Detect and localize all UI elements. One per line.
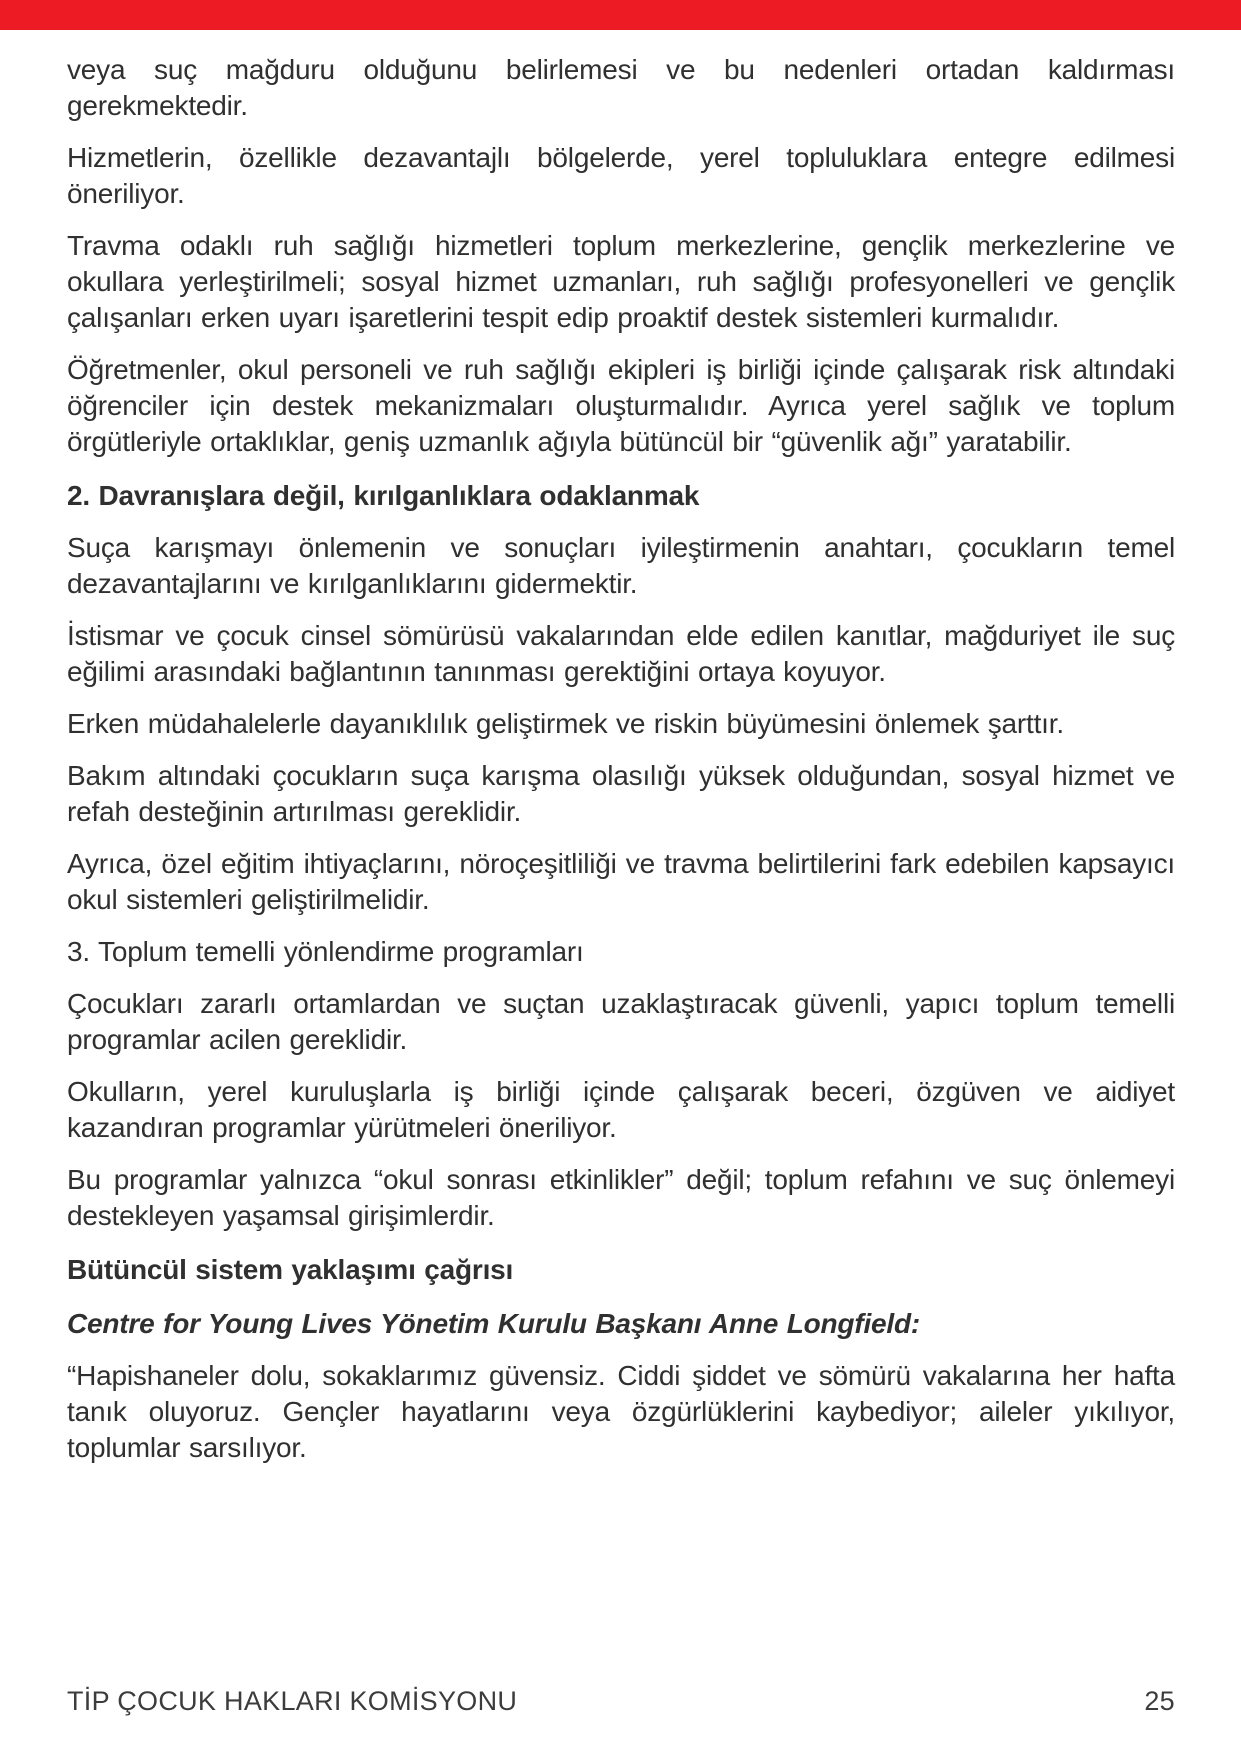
paragraph: Hizmetlerin, özellikle dezavantajlı bölgelerde, yerel topluluklara entegre edilmesi öneriliyor. — [67, 142, 1175, 209]
section-heading: Bütüncül sistem yaklaşımı çağrısı — [67, 1254, 514, 1285]
paragraph: Bakım altındaki çocukların suça karışma olasılığı yüksek olduğundan, sosyal hizmet ve refah desteğinin artırılması gereklidir. — [67, 760, 1175, 827]
paragraph: 3. Toplum temelli yönlendirme programları — [67, 936, 584, 967]
paragraph: Okulların, yerel kuruluşlarla iş birliği içinde çalışarak beceri, özgüven ve aidiyet kazandıran programlar yürütmeleri öneriliyor. — [67, 1076, 1175, 1143]
paragraph: Suça karışmayı önlemenin ve sonuçları iyileştirmenin anahtarı, çocukların temel dezavantajlarını ve kırılganlıklarını gidermektir. — [67, 532, 1175, 599]
page-header-bar — [0, 0, 1241, 30]
page-content — [67, 52, 1175, 1482]
page-number: 25 — [1144, 1686, 1175, 1716]
section-heading: Centre for Young Lives Yönetim Kurulu Başkanı Anne Longfield: — [67, 1308, 920, 1339]
paragraph: Bu programlar yalnızca “okul sonrası etkinlikler” değil; toplum refahını ve suç önlemeyi destekleyen yaşamsal girişimlerdir. — [67, 1164, 1175, 1231]
paragraph: Öğretmenler, okul personeli ve ruh sağlığı ekipleri iş birliği içinde çalışarak risk altındaki öğrenciler için destek mekanizmaları oluşturmalıdır. Ayrıca yerel sağlık ve toplum örgütleriyle ortaklıklar, geniş uzmanlık ağıyla bütüncül bir “güvenlik ağı” yaratabilir. — [67, 354, 1175, 457]
paragraph: Çocukları zararlı ortamlardan ve suçtan uzaklaştıracak güvenli, yapıcı toplum temelli programlar acilen gereklidir. — [67, 988, 1175, 1055]
paragraph: Erken müdahalelerle dayanıklılık geliştirmek ve riskin büyümesini önlemek şarttır. — [67, 708, 1064, 739]
paragraph: İstismar ve çocuk cinsel sömürüsü vakalarından elde edilen kanıtlar, mağduriyet ile suç eğilimi arasındaki bağlantının tanınması gerektiğini ortaya koyuyor. — [67, 620, 1175, 687]
paragraph: Ayrıca, özel eğitim ihtiyaçlarını, nöroçeşitliliği ve travma belirtilerini fark edebilen kapsayıcı okul sistemleri geliştirilmelidir. — [67, 848, 1175, 915]
section-heading: 2. Davranışlara değil, kırılganlıklara odaklanmak — [67, 480, 700, 511]
paragraph: “Hapishaneler dolu, sokaklarımız güvensiz. Ciddi şiddet ve sömürü vakalarına her hafta tanık oluyoruz. Gençler hayatlarını veya özgürlüklerini kaybediyor; aileler yıkılıyor, toplumlar sarsılıyor. — [67, 1360, 1175, 1463]
footer-title: TİP ÇOCUK HAKLARI KOMİSYONU — [67, 1686, 518, 1716]
paragraph: Travma odaklı ruh sağlığı hizmetleri toplum merkezlerine, gençlik merkezlerine ve okullara yerleştirilmeli; sosyal hizmet uzmanları, ruh sağlığı profesyonelleri ve gençlik çalışanları erken uyarı işaretlerini tespit edip proaktif destek sistemleri kurmalıdır. — [67, 230, 1175, 333]
paragraph: veya suç mağduru olduğunu belirlemesi ve bu nedenleri ortadan kaldırması gerekmektedir. — [67, 54, 1175, 121]
page-footer — [67, 1686, 1175, 1717]
